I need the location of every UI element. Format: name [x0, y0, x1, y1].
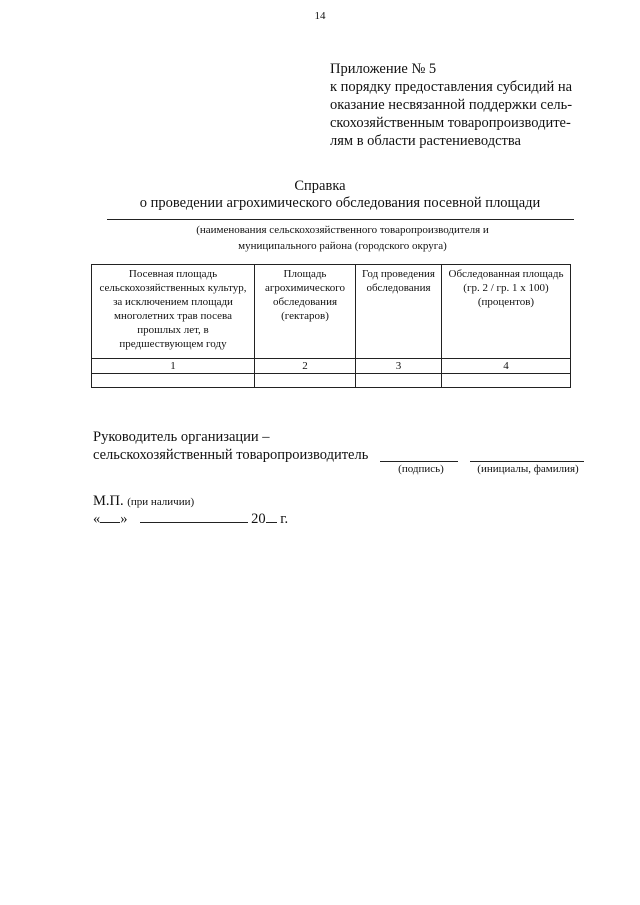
- empty-cell[interactable]: [356, 374, 442, 388]
- producer-name-caption: [115, 222, 570, 254]
- stamp-label: М.П.: [93, 493, 124, 509]
- appendix-line: оказание несвязанной поддержки сель-: [330, 97, 573, 113]
- producer-name-field-line: [107, 219, 574, 220]
- caption-line: (наименования сельскохозяйственного товаропроизводителя и: [196, 224, 489, 236]
- column-number: 1: [92, 359, 255, 374]
- caption-line: муниципального района (городского округа): [238, 240, 447, 252]
- document-title: Справка: [294, 178, 346, 194]
- column-header-sown-area: Посевная площадь сельскохозяйственных культур, за исключением площади многолетних трав посева прошлых лет, в предшествующем году: [92, 265, 255, 359]
- column-header-survey-area: Площадь агрохимического обследования (гектаров): [255, 265, 356, 359]
- date-month-field[interactable]: [140, 510, 248, 523]
- date-year-field[interactable]: [266, 510, 277, 523]
- stamp-line: [93, 492, 194, 511]
- column-header-survey-year: Год проведения обследования: [356, 265, 442, 359]
- producer-role-label: сельскохозяйственный товаропроизводитель: [93, 447, 369, 463]
- appendix-line: Приложение № 5: [330, 61, 437, 77]
- signature-caption: (подпись): [398, 463, 444, 475]
- page-number: 14: [314, 10, 326, 22]
- head-of-organization-label: Руководитель организации –: [93, 429, 270, 445]
- date-year-suffix: г.: [280, 511, 289, 527]
- signature-field-line[interactable]: [380, 461, 458, 462]
- empty-cell[interactable]: [255, 374, 356, 388]
- empty-cell[interactable]: [92, 374, 255, 388]
- initials-caption: (инициалы, фамилия): [477, 463, 579, 475]
- date-open-quote: «: [93, 511, 101, 527]
- column-number: 3: [356, 359, 442, 374]
- empty-cell[interactable]: [442, 374, 571, 388]
- column-number: 2: [255, 359, 356, 374]
- column-number: 4: [442, 359, 571, 374]
- date-year-prefix: 20: [251, 511, 266, 527]
- date-close-quote: »: [120, 511, 128, 527]
- appendix-line: к порядку предоставления субсидий на: [330, 79, 573, 95]
- stamp-note: (при наличии): [127, 496, 195, 508]
- appendix-line: лям в области растениеводства: [330, 133, 521, 149]
- table-header-row: [92, 265, 571, 359]
- document-subtitle: о проведении агрохимического обследования посевной площади: [139, 195, 541, 211]
- date-row: [93, 510, 288, 528]
- appendix-line: скохозяйственным товаропроизводите-: [330, 115, 571, 131]
- column-header-surveyed-percent: Обследованная площадь (гр. 2 / гр. 1 х 100) (процентов): [442, 265, 571, 359]
- date-day-field[interactable]: [100, 510, 120, 523]
- appendix-block: [330, 60, 630, 150]
- table-row: [92, 374, 571, 388]
- column-number-row: [92, 359, 571, 374]
- survey-table: [91, 264, 571, 388]
- initials-field-line[interactable]: [470, 461, 584, 462]
